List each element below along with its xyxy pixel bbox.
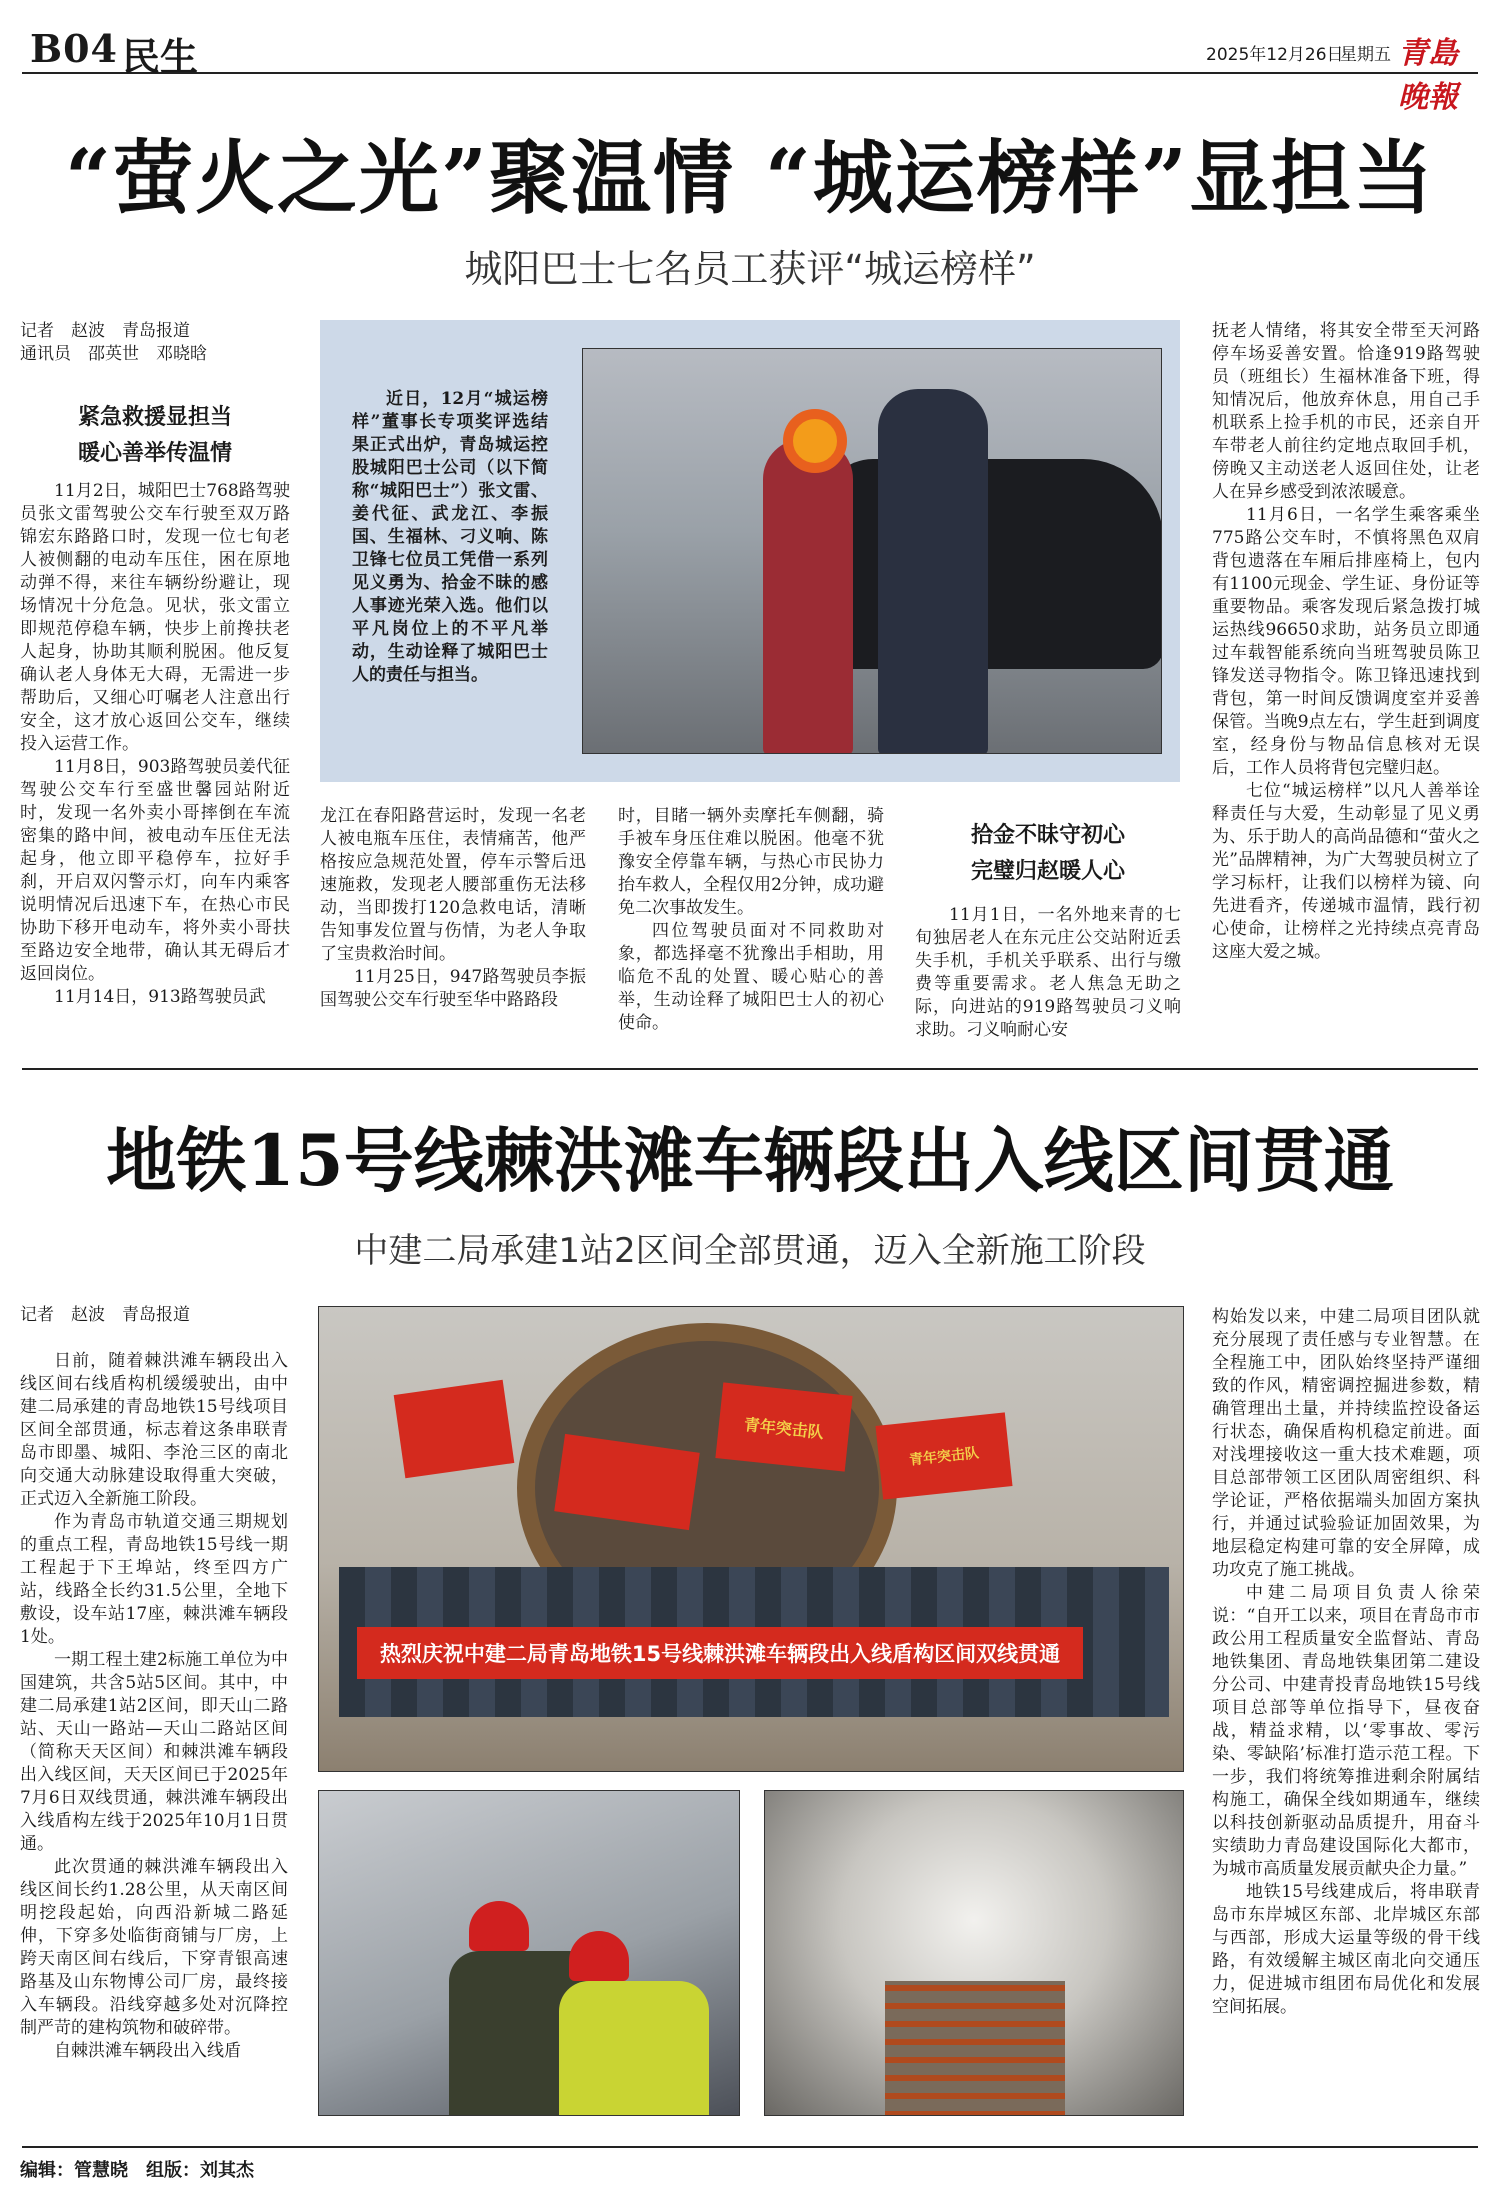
paragraph: 11月6日，一名学生乘客乘坐775路公交车时，不慎将黑色双肩背包遗落在车厢后排座椅上，包内有1100元现金、学生证、身份证等重要物品。乘客发现后紧急拨打城运热线96650求助，站务员立即通过车载智能系统向当班驾驶员陈卫锋发送寻物指令。陈卫锋迅速找到背包，第一时间反馈调度室并妥善保管。当晚9点左右，学生赶到调度室，经身份与物品信息核对无误后，工作人员将背包完璧归赵。 [1212,505,1480,778]
footer-credits: 编辑：管慧晓 组版：刘其杰 [20,2160,254,2181]
story2-headline: 地铁15号线棘洪滩车辆段出入线区间贯通 [106,1119,1394,1202]
paragraph: 抚老人情绪，将其安全带至天河路停车场妥善安置。恰逢919路驾驶员（班组长）生福林准备下班，得知情况后，他放弃休息，用自己手机联系上捡手机的市民，还亲自开车带老人前往约定地点取回手机，傍晚又主动送老人返回住处，让老人在异乡感受到浓浓暖意。 [1212,321,1480,502]
story1-subhead-rescue-b: 暖心善举传温情 [77,441,232,466]
photo-car [823,459,1162,669]
paragraph: 11月8日，903路驾驶员姜代征驾驶公交车行至盛世馨园站附近时，发现一名外卖小哥摔倒在车流密集的路中间，被电动车压住无法起身，他立即平稳停车，拉好手刹，开启双闪警示灯，向车内乘客说明情况后迅速下车，在热心市民协助下移开电动车，将外卖小哥扶至路边安全地带，确认其无碍后才返回岗位。 [20,757,290,984]
story1-intro [352,388,548,687]
story2-photo-tunnel [764,1790,1184,2116]
story1-column-4 [915,904,1181,1042]
issue-date: 2025年12月26日 [1206,45,1344,65]
banner-text: 热烈庆祝中建二局青岛地铁15号线棘洪滩车辆段出入线盾构区间双线贯通 [379,1642,1061,1666]
story1-subhead-rescue-a: 紧急救援显担当 [77,405,232,430]
story1-column-2 [320,805,586,1012]
red-flag-right [715,1382,852,1471]
story1-byline-reporter: 记者 赵波 青岛报道 [20,321,190,341]
section-code: B04 [30,26,118,71]
paper-logo: 青島晚報 [1398,36,1458,115]
story1-deck: 城阳巴士七名员工获评“城运榜样” [464,247,1036,291]
paragraph: 11月2日，城阳巴士768路驾驶员张文雷驾驶公交车行驶至双万路锦宏东路路口时，发现一位七旬老人被侧翻的电动车压住，困在原地动弹不得，来往车辆纷纷避让，现场情况十分危急。见状，张文雷立即规范停稳车辆，快步上前搀扶老人起身，协助其顺利脱困。他反复确认老人身体无大碍，无需进一步帮助后，又细心叮嘱老人注意出行安全，这才放心返回公交车，继续投入运营工作。 [20,481,290,754]
story1-byline-correspondent: 通讯员 邵英世 邓晓晗 [20,344,207,364]
paragraph: 龙江在春阳路营运时，发现一名老人被电瓶车压住，表情痛苦，他严格按应急规范处置，停车示警后迅速施救，发现老人腰部重伤无法移动，当即拨打120急救电话，清晰告知事发位置与伤情，为老人争取了宝贵救治时间。 [320,806,586,964]
paragraph: 11月14日，913路驾驶员武 [54,987,266,1007]
paragraph: 自棘洪滩车辆段出入线盾 [54,2041,241,2061]
paragraph: 地铁15号线建成后，将串联青岛市东岸城区东部、北岸城区东部与西部，形成大运量等级的骨干线路，有效缓解主城区南北向交通压力，促进城市组团布局优化和发展空间拓展。 [1212,1882,1480,2017]
paragraph: 11月1日，一名外地来青的七旬独居老人在东元庄公交站附近丢失手机，手机关乎联系、出行与缴费等重要需求。老人焦急无助之际，向进站的919路驾驶员刁义响求助。刁义响耐心安 [915,905,1181,1040]
photo-person-woman [763,439,853,754]
masthead [22,18,1478,115]
story1-subhead-honesty-b: 完璧归赵暖人心 [970,859,1125,884]
photo-track [885,1981,1065,2116]
story1-subhead-honesty-a: 拾金不昧守初心 [970,823,1125,848]
paragraph: 七位“城运榜样”以凡人善举诠释责任与大爱，生动彰显了见义勇为、乐于助人的高尚品德和“萤火之光”品牌精神，为广大驾驶员树立了学习标杆，让我们以榜样为镜、向先进看齐，传递城市温情，践行初心使命，让榜样之光持续点亮青岛这座大爱之城。 [1212,781,1480,962]
story-divider [22,1068,1478,1070]
footer-rule [22,2146,1478,2148]
paragraph: 此次贯通的棘洪滩车辆段出入线区间长约1.28公里，从天南区间明挖段起始，向西沿新城二路延伸，下穿多处临街商铺与厂房，上跨天南区间右线后，下穿青银高速路基及山东物博公司厂房，最终接入车辆段。沿线穿越多处对沉降控制严苛的建构筑物和破碎带。 [20,1857,288,2038]
issue-weekday: 星期五 [1340,45,1391,65]
story2-deck: 中建二局承建1站2区间全部贯通，迈入全新施工阶段 [354,1231,1146,1271]
photo-worker-helmet [469,1901,529,1951]
story2-column-1 [20,1350,288,2063]
paragraph: 日前，随着棘洪滩车辆段出入线区间右线盾构机缓缓驶出，由中建二局承建的青岛地铁15号线项目区间全部贯通，标志着这条串联青岛市即墨、城阳、李沧三区的南北向交通大动脉建设取得重大突破，正式迈入全新施工阶段。 [20,1351,288,1509]
flower-sticker-icon [783,409,847,473]
paragraph: 构始发以来，中建二局项目团队就充分展现了责任感与专业智慧。在全程施工中，团队始终坚持严谨细致的作风，精密调控掘进参数，精确管理出土量，并持续监控设备运行状态，确保盾构机稳定前进。面对浅埋接收这一重大技术难题，项目总部带领工区团队周密组织、科学论证，严格依据端头加固方案执行，并通过试验验证加固效果，为地层稳定构建可靠的安全屏障，成功攻克了施工挑战。 [1212,1307,1480,1580]
story1-column-5 [1212,320,1480,964]
photo-worker-body [559,1981,709,2116]
red-flag-far-right [875,1412,1012,1499]
section-name: 民生 [122,34,199,79]
paragraph: 中建二局项目负责人徐荣说：“自开工以来，项目在青岛市市政公用工程质量安全监督站、青岛地铁集团、青岛地铁集团第二建设分公司、中建青投青岛地铁15号线项目总部等单位指导下，昼夜奋战，精益求精，以‘零事故、零污染、零缺陷’标准打造示范工程。下一步，我们将统筹推进剩余附属结构施工，确保全线如期通车，继续以科技创新驱动品质提升，用奋斗实绩助力青岛建设国际化大都市，为城市高质量发展贡献央企力量。” [1212,1583,1480,1879]
story1-headline: “萤火之光”聚温情 “城运榜样”显担当 [65,131,1435,225]
photo-worker-helmet [569,1931,629,1981]
story1-photo-handover [582,348,1162,754]
paragraph: 作为青岛市轨道交通三期规划的重点工程，青岛地铁15号线一期工程起于下王埠站，终至四方广站，线路全长约31.5公里，全地下敷设，设车站17座，棘洪滩车辆段1处。 [20,1512,288,1647]
story1-column-3 [618,805,884,1035]
story2-byline: 记者 赵波 青岛报道 [20,1305,190,1325]
paragraph: 11月25日，947路驾驶员李振国驾驶公交车行驶至华中路路段 [320,967,586,1010]
photo-banner [357,1627,1083,1679]
flag-text: 青年突击队 [743,1414,825,1442]
red-flag-left [394,1380,515,1478]
story1-feature-box [320,320,1180,782]
paragraph: 一期工程土建2标施工单位为中国建筑，共含5站5区间。其中，中建二局承建1站2区间，即天山二路站、天山一路站—天山二路站区间（简称天天区间）和棘洪滩车辆段出入线区间，天天区间已于2025年7月6日双线贯通，棘洪滩车辆段出入线盾构左线于2025年10月1日贯通。 [20,1650,288,1854]
story2-photo-breakthrough [318,1306,1184,1772]
story2-photo-workers [318,1790,740,2116]
paragraph: 时，目睹一辆外卖摩托车侧翻，骑手被车身压住难以脱困。他毫不犹豫安全停靠车辆，与热心市民协力抬车救人，全程仅用2分钟，成功避免二次事故发生。 [618,806,884,918]
intro-paragraph: 近日，12月“城运榜样”董事长专项奖评选结果正式出炉，青岛城运控股城阳巴士公司（以下简称“城阳巴士”）张文雷、姜代征、武龙江、李振国、生福林、刁义响、陈卫锋七位员工凭借一系列见义勇为、拾金不昧的感人事迹光荣入选。他们以平凡岗位上的不平凡举动，生动诠释了城阳巴士人的责任与担当。 [352,389,548,685]
photo-person-officer [878,389,988,754]
flag-text: 青年突击队 [908,1445,980,1469]
story2-column-2 [1212,1306,1480,2019]
story1-column-1 [20,480,290,1009]
paragraph: 四位驾驶员面对不同救助对象，都选择毫不犹豫出手相助，用临危不乱的处置、暖心贴心的善举，生动诠释了城阳巴士人的初心使命。 [618,921,884,1033]
